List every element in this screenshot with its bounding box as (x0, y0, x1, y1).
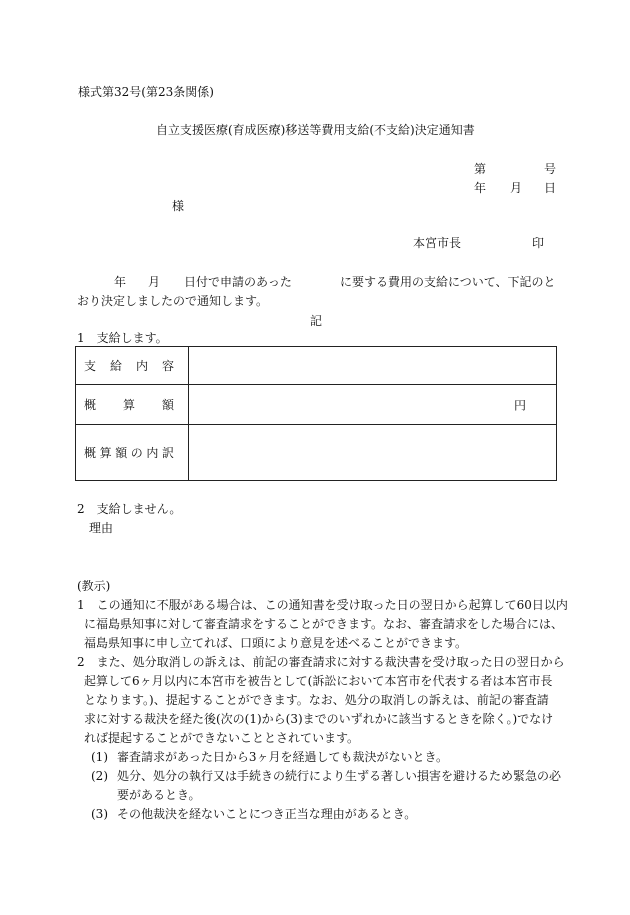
section-2: 2 支給しません。 (77, 502, 182, 516)
reason-label: 理由 (89, 521, 114, 535)
notice-line: 2 また、処分取消しの訴えは、前記の審査請求に対する裁決書を受け取った日の翌日から (77, 655, 565, 669)
date-day: 日 (544, 181, 557, 195)
notice-item-number: (1) (91, 750, 108, 764)
notice-item-number: (2) (91, 769, 108, 783)
label-amount-breakdown: 概 算 額 の 内 訳 (76, 425, 189, 481)
seal-mark: 印 (532, 236, 545, 250)
issuer: 本宮市長 (413, 236, 462, 250)
date-month: 月 (510, 181, 523, 195)
intro-text-3: おり決定しましたので通知します。 (77, 294, 269, 308)
document-title: 自立支援医療(育成医療)移送等費用支給(不支給)決定通知書 (156, 123, 475, 137)
label-payment-content: 支 給 内 容 (76, 347, 189, 385)
section-1: 1 支給します。 (77, 331, 168, 345)
notice-item-text: 審査請求があった日から3ヶ月を経過しても裁決がないとき。 (117, 750, 449, 764)
notice-item-text-cont: 要があるとき。 (117, 788, 201, 802)
notice-line: に福島県知事に対して審査請求をすることができます。なお、審査請求をした場合には、 (84, 617, 564, 631)
intro-text-1: 日付で申請のあった (184, 275, 292, 289)
amount-breakdown-value (189, 425, 557, 481)
intro-year: 年 (114, 275, 127, 289)
estimated-amount-value (189, 385, 557, 425)
notice-item-text: 処分、処分の執行又は手続きの続行により生ずる著しい損害を避けるため緊急の必 (117, 769, 562, 783)
payment-content-value (189, 347, 557, 385)
intro-month: 月 (148, 275, 161, 289)
notice-line: 求に対する裁決を経た後(次の(1)から(3)までのいずれかに該当するときを除く。)でなけ (84, 712, 554, 726)
doc-number-go: 号 (544, 162, 557, 176)
notice-line: となります。)、提起することができます。なお、処分の取消しの訴えは、前記の審査請 (84, 693, 549, 707)
notice-item-text: その他裁決を経ないことにつき正当な理由があるとき。 (117, 807, 417, 821)
notice-line: れば提起することができないこととされています。 (84, 731, 360, 745)
date-year: 年 (474, 181, 487, 195)
notice-line: 起算して6ヶ月以内に本宮市を被告として(訴訟において本宮市を代表する者は本宮市長 (84, 674, 553, 688)
form-number: 様式第32号(第23条関係) (78, 85, 214, 99)
yen-unit: 円 (513, 398, 526, 412)
ki-heading: 記 (310, 314, 323, 328)
notice-item-number: (3) (91, 807, 108, 821)
label-estimated-amount: 概 算 額 (76, 385, 189, 425)
addressee-suffix: 様 (172, 199, 185, 213)
notice-heading: (教示) (77, 579, 111, 593)
notice-line: 1 この通知に不服がある場合は、この通知書を受け取った日の翌日から起算して60日以内 (77, 598, 568, 612)
doc-number-dai: 第 (474, 162, 487, 176)
intro-text-2: に要する費用の支給について、下記のと (340, 275, 556, 289)
notice-line: 福島県知事に申し立てれば、口頭により意見を述べることができます。 (84, 636, 468, 650)
payment-table (75, 346, 557, 481)
